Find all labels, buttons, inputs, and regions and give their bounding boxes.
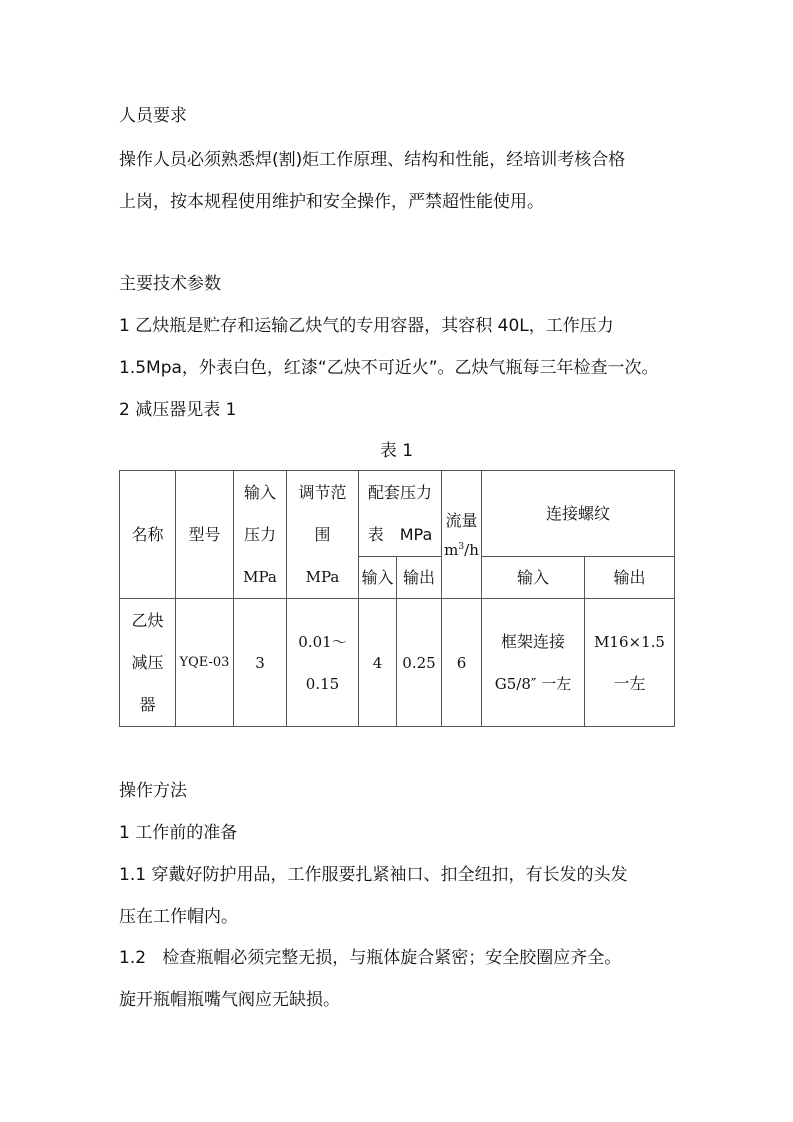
unit-text: /h (464, 541, 479, 559)
paragraph-line: 1 工作前的准备 (119, 823, 238, 843)
header-thread-input: 输入 (482, 557, 585, 599)
header-text: 流量 (445, 511, 478, 530)
paragraph-line: 压在工作帽内。 (119, 907, 238, 927)
header-text: 输入 (243, 482, 276, 502)
cell-flow: 6 (442, 599, 482, 727)
table-caption: 表 1 (379, 441, 414, 461)
header-gauge-output: 输出 (397, 557, 442, 599)
cell-text: 乙炔 (131, 610, 164, 630)
unit-text (442, 535, 481, 562)
section-title-operation: 操作方法 (119, 781, 187, 801)
cell-gauge-input: 4 (359, 599, 397, 727)
cell-thread-input (482, 599, 585, 727)
header-text: 围 (314, 524, 331, 544)
cell-text: 0.01～ (298, 632, 347, 651)
cell-model: YQE-03 (176, 599, 234, 727)
pressure-reducer-table (119, 470, 675, 727)
header-flow (442, 471, 482, 599)
header-text: 配套压力 (368, 482, 433, 502)
section-title-personnel: 人员要求 (119, 106, 187, 126)
cell-range (287, 599, 359, 727)
cell-text: G5/8″ 一左 (494, 674, 572, 693)
header-gauge-input: 输入 (359, 557, 397, 599)
header-name: 名称 (120, 471, 176, 599)
paragraph-line: 1 乙炔瓶是贮存和运输乙炔气的专用容器，其容积 40L，工作压力 (119, 316, 614, 336)
header-model: 型号 (176, 471, 234, 599)
cell-text: 一左 (613, 673, 646, 693)
header-text: 调节范 (298, 482, 347, 502)
cell-input-pressure: 3 (234, 599, 287, 727)
cell-text: M16×1.5 (594, 632, 665, 651)
cell-thread-output (585, 599, 675, 727)
paragraph-line: 操作人员必须熟悉焊(割)炬工作原理、结构和性能，经培训考核合格 (119, 150, 626, 170)
header-text: 表 MPa (367, 524, 433, 544)
paragraph-line: 1.2 检查瓶帽必须完整无损，与瓶体旋合紧密；安全胶圈应齐全。 (119, 948, 622, 968)
unit-text: MPa (243, 567, 277, 586)
cell-name (120, 599, 176, 727)
paragraph-line: 旋开瓶帽瓶嘴气阀应无缺损。 (119, 990, 340, 1010)
header-thread: 连接螺纹 (482, 471, 675, 557)
header-range (287, 471, 359, 599)
table-row (120, 599, 675, 727)
unit-superscript: 3 (458, 542, 465, 552)
unit-text: m (444, 541, 459, 559)
cell-text: 框架连接 (501, 631, 566, 651)
unit-text: MPa (305, 567, 340, 586)
header-gauge (359, 471, 442, 557)
paragraph-line: 1.1 穿戴好防护用品，工作服要扎紧袖口、扣全纽扣，有长发的头发 (119, 865, 628, 885)
cell-gauge-output: 0.25 (397, 599, 442, 727)
paragraph-line: 1.5Mpa，外表白色，红漆“乙炔不可近火”。乙炔气瓶每三年检查一次。 (119, 358, 659, 378)
header-text: 压力 (243, 524, 276, 544)
cell-text: 减压 (131, 652, 164, 672)
cell-text: 器 (139, 694, 156, 714)
cell-text: 0.15 (305, 674, 340, 693)
paragraph-line: 2 减压器见表 1 (119, 400, 237, 420)
section-title-tech: 主要技术参数 (119, 274, 221, 294)
paragraph-line: 上岗，按本规程使用维护和安全操作，严禁超性能使用。 (119, 192, 544, 212)
header-thread-output: 输出 (585, 557, 675, 599)
header-input-pressure (234, 471, 287, 599)
